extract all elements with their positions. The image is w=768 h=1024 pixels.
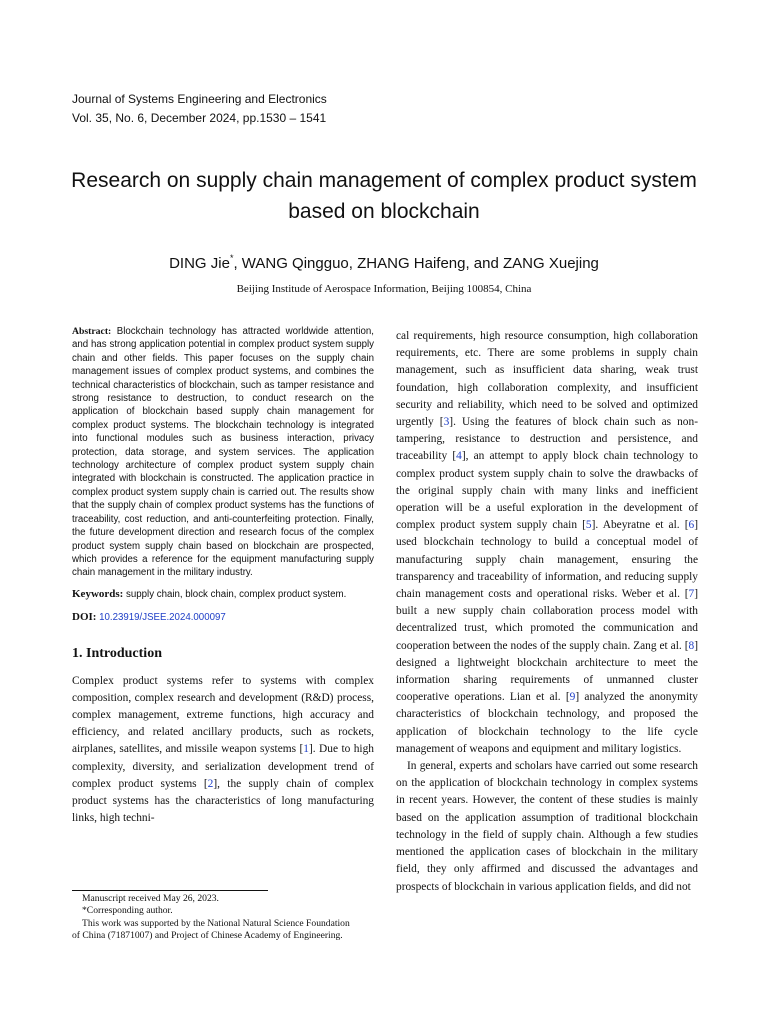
abstract-text: Blockchain technology has attracted worldwide attention, and has strong application potential in complex product system supply chain and other fields. This paper focuses on the supply chain management issues of complex product systems, and combines the technical characteristics of blockchain, such as tamper resistance and strong resistance to destruction, to conduct research on the application of blockchain based supply chain management for complex product systems. The blockchain technology is integrated into functional modules such as business interaction, privacy protection, data storage, and system services. The application technology architecture of complex product system supply chain integrated with blockchain is constructed. The application practice in complex product system supply chain is carried out. The results show that the supply chain of complex product systems has the functions of traceability, cost reduction, and anti-counterfeiting protection. Finally, the future development direction and research focus of the complex product system supply chain based on blockchain are prospected, which provides a reference for the equipment manufacturing supply chain management in the military industry. [72, 326, 374, 579]
intro-text: cal requirements, high resource consumption, high collaboration requirements, etc. There are some problems in supply chain management, such as insufficient data sharing, weak trust foundation, high collaboration complexity, and insufficient security and reliability, which need to be solved and optimized urgently [ [396, 330, 698, 429]
citation-link[interactable]: 2 [207, 777, 214, 790]
citation-link[interactable]: 8 [688, 639, 695, 652]
footnotes [72, 893, 378, 942]
intro-text: ] built a new supply chain collaboration process model with decentralized trust, which promoted the communication and cooperation between the nodes of the supply chain. Zang et al. [ [396, 588, 698, 652]
footnote-funding: This work was supported by the National Natural Science Foundation [82, 917, 350, 929]
keywords-label: Keywords: [72, 587, 124, 600]
intro-paragraph-left [72, 673, 374, 828]
intro-text: ], an attempt to apply block chain technology to complex product system supply chain to solve the drawbacks of the original supply chain with many links and inefficient operation will be a useful exploration in the development of complex product system supply chain [ [396, 450, 698, 532]
intro-paragraph-right-2: In general, experts and scholars have carried out some research on the application of blockchain technology in complex systems in recent years. However, the content of these studies is mainly based on the application assumption of traditional blockchain technology in the field of supply chain. Although a few studies mentioned the application cases of blockchain in the military field, they only affirmed and discussed the advantages and prospects of blockchain in various application fields, and did not [396, 760, 698, 893]
author-first: DING Jie [169, 255, 230, 272]
doi [72, 611, 374, 624]
doi-label: DOI: [72, 611, 97, 624]
intro-text: Complex product systems refer to systems with complex composition, complex research and development (R&D) process, complex management, extreme functions, high accuracy and efficiency, and related ancillary products, such as rockets, airplanes, satellites, and missile weapon systems [ [72, 674, 374, 756]
citation-link[interactable]: 7 [688, 588, 695, 601]
citation-link[interactable]: 4 [456, 450, 462, 463]
citation-link[interactable]: 1 [303, 743, 309, 756]
footnote-received: Manuscript received May 26, 2023. [82, 893, 219, 904]
intro-paragraph-right-1 [396, 328, 698, 758]
right-column [396, 328, 698, 896]
footnote-funding-cont: of China (71871007) and Project of Chinese Academy of Engineering. [72, 929, 343, 941]
paper-title: Research on supply chain management of complex product system based on blockchain [71, 169, 697, 223]
intro-text: ]. Due to high complexity, diversity, and serialization development trend of complex product systems [ [72, 743, 374, 790]
keywords-text: supply chain, block chain, complex product system. [126, 588, 347, 600]
affiliation: Beijing Institude of Aerospace Information, Beijing 100854, China [236, 283, 532, 295]
footnote-corresponding: *Corresponding author. [82, 905, 173, 917]
footnote-divider [72, 890, 268, 891]
author-list [0, 254, 768, 274]
citation-link[interactable]: 5 [585, 519, 592, 532]
citation-link[interactable]: 3 [443, 416, 450, 429]
corresponding-mark: * [229, 253, 234, 263]
journal-header [72, 90, 327, 128]
abstract-label: Abstract: [72, 326, 112, 337]
abstract [72, 325, 374, 580]
left-column [72, 325, 374, 827]
journal-issue: Vol. 35, No. 6, December 2024, pp.1530 – 1541 [72, 111, 327, 125]
citation-link[interactable]: 6 [688, 519, 695, 532]
author-others: , WANG Qingguo, ZHANG Haifeng, and ZANG Xuejing [233, 255, 599, 272]
keywords [72, 588, 374, 601]
intro-text: ] designed a lightweight blockchain architecture to meet the information sharing requirements of unmanned cluster cooperative operations. Lian et al. [ [396, 639, 698, 704]
doi-link[interactable]: 10.23919/JSEE.2024.000097 [99, 612, 226, 624]
intro-text: ]. Using the features of block chain such as non-tampering, resistance to destruction and persistence, and traceability [ [396, 416, 698, 463]
intro-text: ], the supply chain of complex product systems has the characteristics of long manufacturing links, high techni- [72, 777, 374, 825]
intro-text: ]. Abeyratne et al. [ [591, 519, 689, 532]
intro-text: ] used blockchain technology to build a conceptual model of manufacturing supply chain management, ensuring the transparency and traceability of information, and reducing supply chain management costs and operational risks. Weber et al. [ [396, 519, 698, 601]
journal-name: Journal of Systems Engineering and Electronics [72, 92, 327, 106]
citation-link[interactable]: 9 [569, 691, 576, 704]
section-heading-introduction: 1. Introduction [72, 645, 162, 661]
intro-text: ] analyzed the anonymity characteristics of blockchain technology, and proposed the application of blockchain technology to the life cycle management of weapons and equipment and military logistics. [396, 691, 698, 755]
